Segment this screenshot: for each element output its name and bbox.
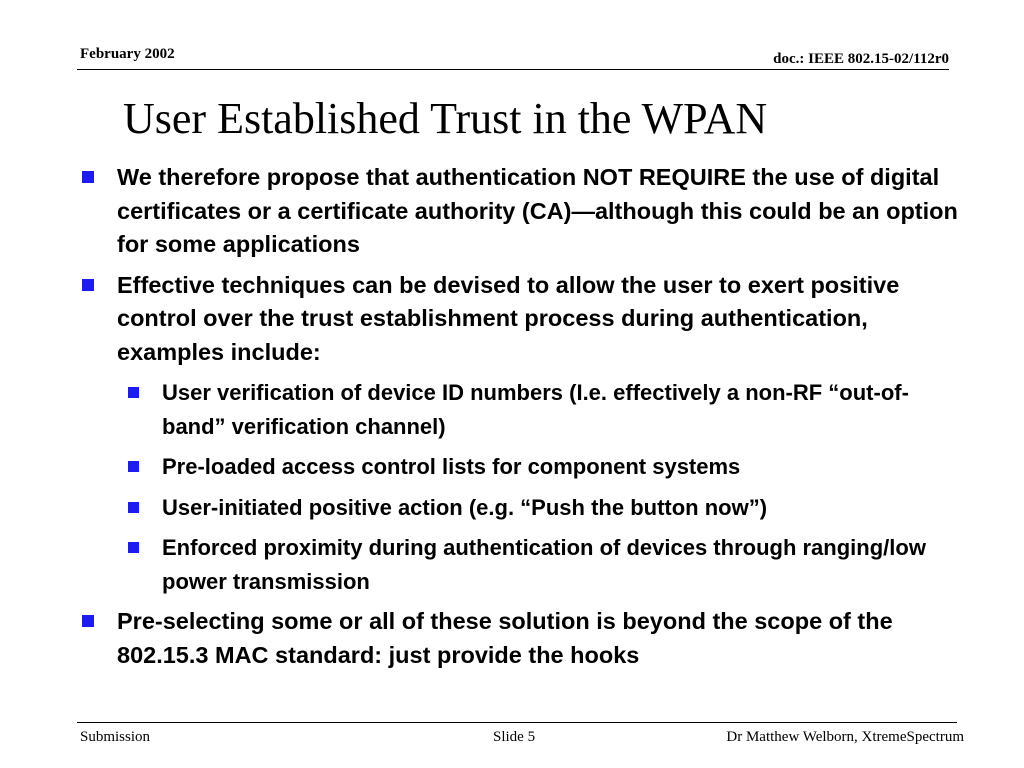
sub-bullet-text: Enforced proximity during authentication of devices through ranging/low power transmission [162,535,926,594]
sub-bullet-item [125,450,960,484]
header-doc-id: doc.: IEEE 802.15-02/112r0 [773,51,949,67]
footer-author: Dr Matthew Welborn, XtremeSpectrum [726,729,964,745]
bullet-text: Effective techniques can be devised to allow the user to exert positive control over the trust establishment process during authentication, examples include: [117,271,900,365]
sub-bullet-text: User verification of device ID numbers (I.e. effectively a non-RF “out-of-band” verification channel) [162,380,909,439]
bullet-item [80,269,960,370]
square-bullet-icon [128,461,139,472]
sub-bullet-text: User-initiated positive action (e.g. “Push the button now”) [162,494,768,520]
square-bullet-icon [128,542,139,553]
footer-divider [77,722,957,723]
square-bullet-icon [82,279,94,291]
sub-bullet-item [125,491,960,525]
sub-bullet-text: Pre-loaded access control lists for component systems [162,454,741,479]
header-divider [77,69,949,70]
slide-body [80,161,960,679]
square-bullet-icon [82,615,94,627]
header-date: February 2002 [80,46,175,62]
square-bullet-icon [128,502,139,513]
footer-slide-number: Slide 5 [493,729,536,745]
sub-bullet-item [125,376,960,443]
bullet-item [80,161,960,262]
slide-title: User Established Trust in the WPAN [123,94,768,143]
bullet-text: Pre-selecting some or all of these solution is beyond the scope of the 802.15.3 MAC standard: just provide the hooks [117,608,893,668]
square-bullet-icon [82,171,94,183]
bullet-item [80,605,960,672]
bullet-text: We therefore propose that authentication NOT REQUIRE the use of digital certificates or a certificate authority (CA)—although this could be an option for some applications [117,164,958,257]
footer-submission: Submission [80,729,151,745]
square-bullet-icon [128,387,139,398]
sub-bullet-item [125,531,960,598]
